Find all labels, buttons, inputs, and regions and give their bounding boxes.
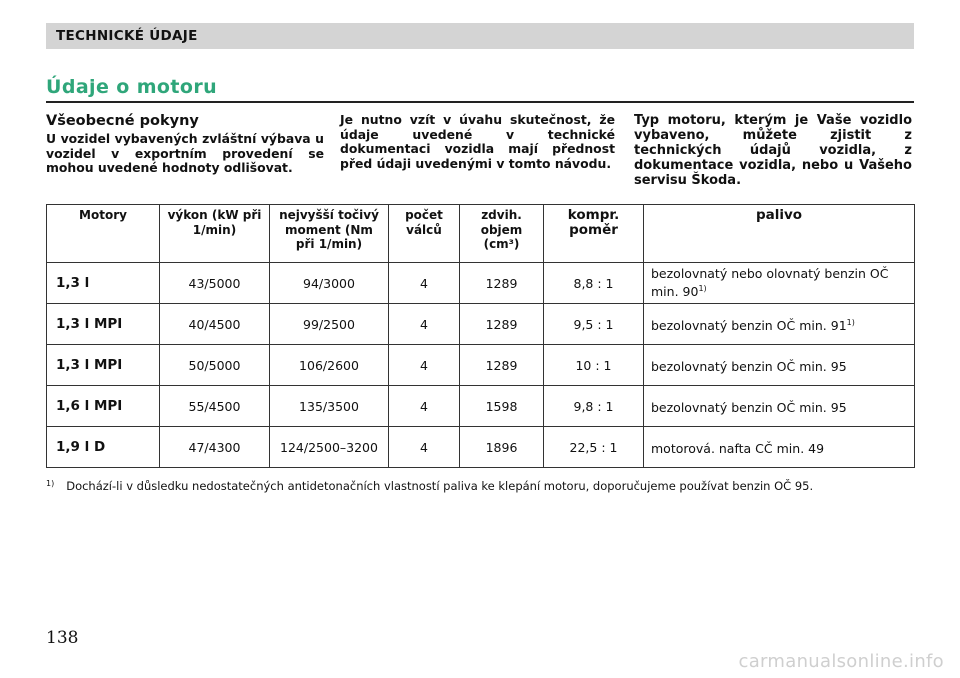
power-value: 50/5000 bbox=[160, 345, 270, 386]
section-title: Údaje o motoru bbox=[46, 76, 218, 98]
power-value: 40/4500 bbox=[160, 304, 270, 345]
header-objem: zdvih. objem (cm³) bbox=[460, 205, 544, 263]
intro-text-1: U vozidel vybavených zvláštní výbava u vozidel v exportním provedení se mohou uvedené hodnoty odlišovat. bbox=[46, 131, 324, 175]
table-row bbox=[47, 345, 915, 386]
fuel-value: bezolovnatý benzin OČ min. 95 bbox=[651, 400, 847, 416]
fuel-value: motorová. nafta CČ min. 49 bbox=[651, 441, 825, 457]
cylinders-value: 4 bbox=[389, 386, 460, 427]
header-vykon: výkon (kW při 1/min) bbox=[160, 205, 270, 263]
fuel-cell bbox=[644, 304, 915, 345]
displacement-value: 1289 bbox=[460, 304, 544, 345]
compression-value: 9,8 : 1 bbox=[544, 386, 644, 427]
engine-name: 1,3 l MPI bbox=[47, 345, 160, 386]
fuel-cell bbox=[644, 386, 915, 427]
engine-spec-table bbox=[46, 204, 915, 468]
table-row bbox=[47, 427, 915, 468]
footnote-mark: 1) bbox=[46, 479, 55, 488]
displacement-value: 1289 bbox=[460, 345, 544, 386]
watermark: carmanualsonline.info bbox=[738, 651, 944, 672]
header-moment: nejvyšší točivý moment (Nm při 1/min) bbox=[270, 205, 389, 263]
cylinders-value: 4 bbox=[389, 345, 460, 386]
intro-column-2 bbox=[340, 113, 615, 171]
title-rule bbox=[46, 101, 914, 103]
intro-column-1 bbox=[46, 113, 324, 176]
fuel-footnote-mark: 1) bbox=[846, 317, 855, 327]
torque-value: 106/2600 bbox=[270, 345, 389, 386]
fuel-value: bezolovnatý benzin OČ min. 91 bbox=[651, 318, 847, 334]
fuel-value: bezolovnatý benzin OČ min. 95 bbox=[651, 359, 847, 375]
displacement-value: 1289 bbox=[460, 263, 544, 304]
fuel-footnote-mark: 1) bbox=[698, 284, 707, 294]
page-number: 138 bbox=[46, 628, 79, 648]
intro-column-3 bbox=[634, 113, 912, 188]
table-row bbox=[47, 386, 915, 427]
intro-heading: Všeobecné pokyny bbox=[46, 113, 199, 129]
power-value: 43/5000 bbox=[160, 263, 270, 304]
power-value: 55/4500 bbox=[160, 386, 270, 427]
cylinders-value: 4 bbox=[389, 263, 460, 304]
header-band-title: TECHNICKÉ ÚDAJE bbox=[56, 28, 198, 44]
displacement-value: 1598 bbox=[460, 386, 544, 427]
compression-value: 22,5 : 1 bbox=[544, 427, 644, 468]
header-band bbox=[46, 23, 914, 49]
engine-name: 1,6 l MPI bbox=[47, 386, 160, 427]
fuel-cell bbox=[644, 345, 915, 386]
intro-text-2: Je nutno vzít v úvahu skutečnost, že údaje uvedené v technické dokumentaci vozidla mají přednost před údaji uvedenými v tomto návodu. bbox=[340, 112, 615, 171]
table-row bbox=[47, 304, 915, 345]
footnote-text: Dochází-li v důsledku nedostatečných antidetonačních vlastností paliva ke klepání motoru, doporučujeme používat benzin OČ 95. bbox=[66, 479, 814, 493]
header-pocet: počet válců bbox=[389, 205, 460, 263]
torque-value: 135/3500 bbox=[270, 386, 389, 427]
cylinders-value: 4 bbox=[389, 427, 460, 468]
header-motory: Motory bbox=[47, 205, 160, 263]
fuel-cell bbox=[644, 263, 915, 304]
power-value: 47/4300 bbox=[160, 427, 270, 468]
compression-value: 9,5 : 1 bbox=[544, 304, 644, 345]
torque-value: 99/2500 bbox=[270, 304, 389, 345]
torque-value: 94/3000 bbox=[270, 263, 389, 304]
compression-value: 8,8 : 1 bbox=[544, 263, 644, 304]
engine-name: 1,9 l D bbox=[47, 427, 160, 468]
header-palivo: palivo bbox=[644, 205, 915, 263]
intro-text-3: Typ motoru, kterým je Vaše vozidlo vybaveno, můžete zjistit z technických údajů vozidla, z dokumentace vozidla, nebo u Vašeho servisu Škoda. bbox=[634, 113, 912, 188]
cylinders-value: 4 bbox=[389, 304, 460, 345]
displacement-value: 1896 bbox=[460, 427, 544, 468]
header-kompr: kompr. poměr bbox=[544, 205, 644, 263]
table-row bbox=[47, 263, 915, 304]
fuel-cell bbox=[644, 427, 915, 468]
engine-name: 1,3 l MPI bbox=[47, 304, 160, 345]
fuel-value: bezolovnatý nebo olovnatý benzin OČ min. 90 bbox=[651, 266, 889, 300]
engine-name: 1,3 l bbox=[47, 263, 160, 304]
torque-value: 124/2500–3200 bbox=[270, 427, 389, 468]
footnote bbox=[46, 479, 813, 493]
table-header-row bbox=[47, 205, 915, 263]
compression-value: 10 : 1 bbox=[544, 345, 644, 386]
